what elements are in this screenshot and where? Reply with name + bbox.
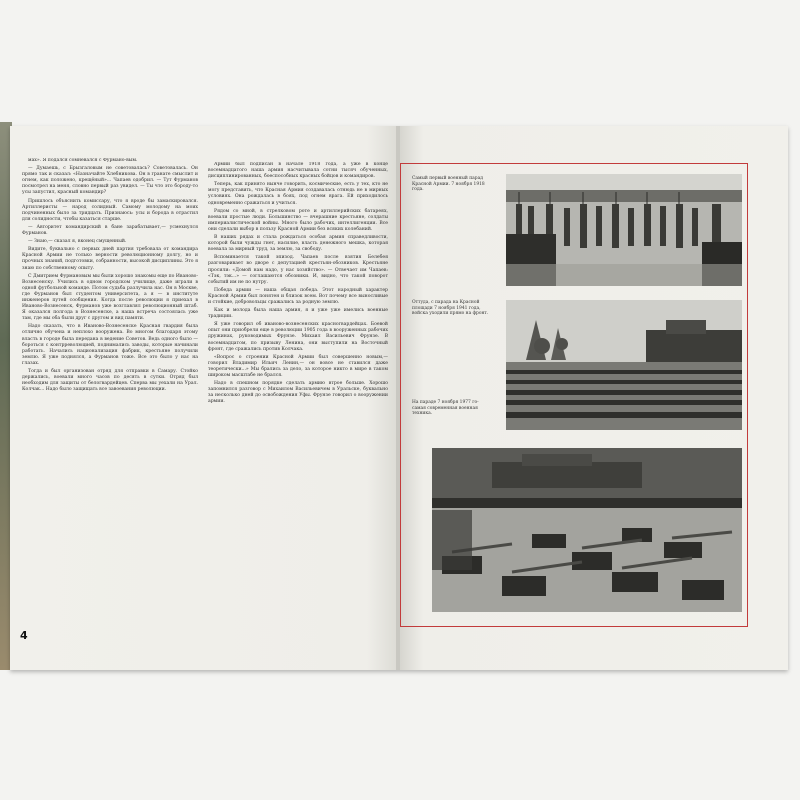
caption-1941: Оттуда, с парада на Красной площади 7 ноября 1941 года, войска уходили прямо на фронт.: [412, 300, 489, 317]
paragraph: Рядом со мной, в стрелковом роте и артиллерийских батареях, воевали простые люди. Большинство — вчерашние крестьяне, солдаты империалистической войны. Много было рабочих, интеллигенции. Все они сделали выбор в пользу Красной Армии без всяких колебаний.: [208, 208, 388, 232]
paragraph: Видите, буквально с первых дней партия требовала от командира Красной Армии не только верности революционному долгу, но и прочных знаний, подготовки, собранности, высокой дисциплины. Это я знаю по собственному опыту.: [22, 247, 198, 271]
text-column-left: [22, 158, 198, 628]
paragraph: Я уже говорил об иваново-вознесенских красногвардейцах. Боевой опыт они приобрели еще в революции 1905 года в вооруженных рабочих дружинах, руководимых Фрунзе. Михаил Васильевич Фрунзе. В восемнадцатом, по призыву Ленина, они выступили на Восточный фронт, где сражались против Колчака.: [208, 322, 388, 352]
photo-parade-1918: [506, 174, 742, 286]
photo-parade-1977: [432, 448, 742, 612]
paragraph: Вспоминается такой эпизод. Чапаев после взятия Белебея разговаривает во дворе с депутацией крестьян-обозников. Крестьяне просили: «Домой нам надо, у нас хозяйство». — Отвечает им Чапаев: «Тэк, тэк...» — соглашаются обозники. И, видно, что такой поворот событий им не по нутру.: [208, 255, 388, 285]
paragraph: Победа армии — наша общая победа. Этот народный характер Красной Армии был понятен и близок всем. Вот почему все выносливые и стойкие, добровольцы сражались за родную землю.: [208, 287, 388, 305]
paragraph: Надо в спешном порядке сделать армию втрое больше. Хорошо запомнился разговор с Михаилом Васильевичем в Уральске, буквально за несколько дней до освобождения Уфы. Фрунзе говорил о вооружении армии.: [208, 381, 388, 405]
text-column-right: [208, 162, 388, 632]
paragraph: Надо сказать, что в Иваново-Вознесенске Красная гвардия была отлично обучена и неплохо вооружена. Во многом благодаря этому власть в городе была передана в ведение Советов. Ведь одного было — бороться с контрреволюцией, поднимались заводы, которые начинали работать. Начались национализация фабрик, крестьяне получили землю. Я уже поднялся, а Фурманов тоже. Все это было у нас на глазах.: [22, 324, 198, 366]
paragraph: — Думаешь, с Брызгаловым не советовалась? Советовалась. Он прямо так и сказал: «Назначайте Хлебникова. Он в гранате смыслит и огнем, как положено, крещёный»... Чапаев одобрил. — Тут Фурманов посмотрел на меня, словно первый раз увидел. — Ты что это бороду-то усы запустил, красный командир?: [22, 166, 198, 196]
paragraph: Армии был подписан в начале 1918 года, а уже в конце восемнадцатого наша армия насчитывала сотни тысяч обученных, дисциплинированных, боеспособных красных бойцов и командиров.: [208, 162, 388, 180]
photo-parade-1941: [506, 300, 742, 430]
paragraph: Тогда и был организован отряд для отправки в Самару. Стойко держались, воевали много часов по десять в сутки. Отряд был необходим для защиты от белогвардейцев. Сперва мы уехали на Урал. Колчак... Надо было защищать все завоевания революции.: [22, 369, 198, 393]
paragraph: В наших рядах и стала рождаться особая армия справедливости, которой были чужды гнет, насилие, власть денежного мешка, которая воевала за мирный труд, за землю, за свободу.: [208, 235, 388, 253]
paragraph: С Дмитрием Фурмановым мы были хорошо знакомы еще по Иваново-Вознесенску. Учились в одном городском училище, даже играли в одной футбольной команде. Потом судьба разлучила нас. Он в Москве, где Фурманов был студентом университета, а я — в институте инженеров путей сообщения. Когда после революции я приехал в Иваново-Вознесенск, Фурманов уже возглавлял революционный штаб. Я оказался полгода в Вознесенске, а наша встреча состоялась уже там, где мы оба были друг с другом и вид памяти.: [22, 273, 198, 322]
caption-1977: На параде 7 ноября 1977 го-самая современная военная техника.: [412, 400, 479, 417]
paragraph: — Знаю,— сказал я, вконец смущенный.: [28, 239, 127, 245]
paragraph: Пришлось объяснить комиссару, что я вроде бы замаскировался. Артиллеристы — народ солидный. Самому молодому на моих подчиненных было за тридцать. Признаюсь: усы и борода в отрастил для солидности, чтобы казаться старше.: [22, 198, 198, 222]
left-page: [10, 126, 398, 670]
paragraph: — Авторитет командирский в бане зарабатывает,— усмехнулся Фурманов.: [22, 224, 198, 237]
paragraph: «Вопрос о строении Красной Армии был совершенно новым,— говорил Владимир Ильич Ленин,— он вовсе не ставился даже теоретически...» Мы брались за дело, за которое никто в мире в таком широком масштабе не брался.: [208, 354, 388, 378]
page-number: 4: [20, 629, 28, 642]
paragraph: Теперь, как принято нынче говорить, космические, есть у тех, кто не могу представить, что Красная Армия создавалась отнюдь не в мирных условиях. Она рождалась в боях, под огнем врага. Ей приходилось одновременно сражаться и учиться.: [208, 182, 388, 206]
paragraph: Как и молода была наша армия, я и уже уже имелись военные традиции.: [208, 308, 388, 320]
paragraph: мах». Я подался сомневался с Фурмано-вым.: [28, 158, 138, 163]
caption-1918: Самый первый военный парад Красной Армии. 7 ноября 1918 года.: [412, 176, 485, 193]
